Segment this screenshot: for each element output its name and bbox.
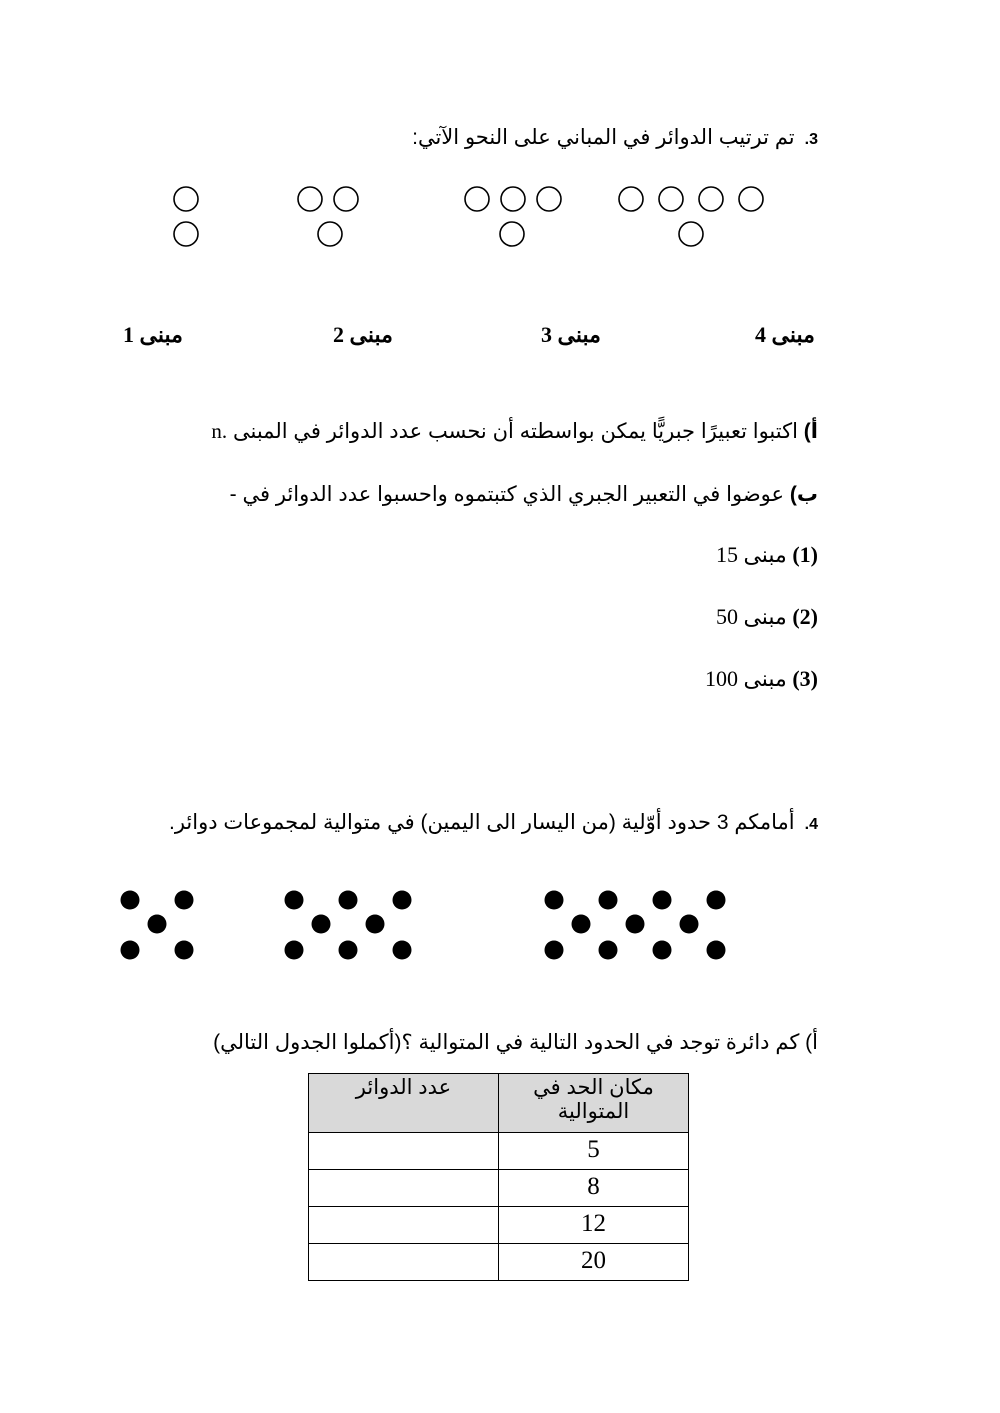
q4-part-a-text: كم دائرة توجد في الحدود التالية في المتوالية ؟(أكملوا الجدول التالي) bbox=[213, 1031, 800, 1054]
term-3-dot bbox=[599, 941, 618, 960]
building-3-bottom-circle bbox=[500, 222, 524, 246]
q3-part-a bbox=[211, 419, 818, 444]
q3-item-2 bbox=[716, 604, 818, 630]
building-4-top-circle bbox=[659, 187, 683, 211]
term-1-dot bbox=[175, 941, 194, 960]
term-3-dot bbox=[653, 941, 672, 960]
term-1-dot bbox=[175, 891, 194, 910]
building-1-label: مبنى 1 bbox=[123, 322, 183, 347]
q3-item-1-text: مبنى 15 bbox=[715, 542, 787, 567]
count-cell[interactable] bbox=[309, 1133, 499, 1170]
table-row bbox=[309, 1244, 689, 1281]
count-cell[interactable] bbox=[309, 1244, 499, 1281]
position-cell: 8 bbox=[499, 1170, 689, 1207]
q3-item-3 bbox=[705, 666, 818, 692]
q3-item-1-marker: (1) bbox=[792, 542, 818, 567]
q4-prompt-text: أمامكم 3 حدود أوّلية (من اليسار الى اليمين) في متوالية لمجموعات دوائر. bbox=[168, 811, 795, 834]
header-count: عدد الدوائر bbox=[309, 1074, 499, 1133]
q3-item-1 bbox=[716, 542, 818, 568]
count-cell[interactable] bbox=[309, 1207, 499, 1244]
q3-part-a-text: اكتبوا تعبيرًا جبريًّا يمكن بواسطته أن نحسب عدد الدوائر في المبنى bbox=[233, 420, 798, 443]
term-2-dot bbox=[339, 941, 358, 960]
q4-part-a bbox=[213, 1030, 818, 1055]
table-row bbox=[309, 1207, 689, 1244]
building-4-top-circle bbox=[739, 187, 763, 211]
q4-prompt bbox=[169, 810, 818, 835]
q3-item-3-marker: (3) bbox=[792, 666, 818, 691]
term-2-dot bbox=[285, 941, 304, 960]
term-3-dot bbox=[680, 915, 699, 934]
sequence-table bbox=[308, 1073, 689, 1281]
building-2-top-circle bbox=[298, 187, 322, 211]
term-3-dot bbox=[626, 915, 645, 934]
q4-part-a-marker: أ) bbox=[805, 1031, 818, 1054]
header-position: مكان الحد في المتوالية bbox=[499, 1074, 689, 1133]
term-3-dot bbox=[599, 891, 618, 910]
term-3-dot bbox=[545, 891, 564, 910]
q3-part-a-marker: أ) bbox=[803, 420, 818, 443]
count-cell[interactable] bbox=[309, 1170, 499, 1207]
building-4-label: مبنى 4 bbox=[755, 322, 815, 347]
term-1-dot bbox=[148, 915, 167, 934]
building-3-top-circle bbox=[465, 187, 489, 211]
position-cell: 12 bbox=[499, 1207, 689, 1244]
term-3-dot bbox=[572, 915, 591, 934]
term-1-dot bbox=[121, 941, 140, 960]
building-3-top-circle bbox=[537, 187, 561, 211]
term-3-dot bbox=[653, 891, 672, 910]
table-header-row bbox=[309, 1074, 689, 1133]
term-2-dot bbox=[285, 891, 304, 910]
building-4-top-circle bbox=[699, 187, 723, 211]
building-4-bottom-circle bbox=[679, 222, 703, 246]
q3-number: 3. bbox=[804, 131, 818, 148]
building-4-top-circle bbox=[619, 187, 643, 211]
building-2-bottom-circle bbox=[318, 222, 342, 246]
q3-item-2-marker: (2) bbox=[792, 604, 818, 629]
sequence-dots-figure bbox=[0, 880, 1000, 970]
q3-item-3-text: مبنى 100 bbox=[704, 666, 787, 691]
table-row bbox=[309, 1170, 689, 1207]
term-3-dot bbox=[545, 941, 564, 960]
q3-prompt-text: تم ترتيب الدوائر في المباني على النحو الآتي: bbox=[412, 126, 795, 149]
term-2-dot bbox=[393, 891, 412, 910]
q3-item-2-text: مبنى 50 bbox=[715, 604, 787, 629]
building-3-top-circle bbox=[501, 187, 525, 211]
building-1-bottom-circle bbox=[174, 222, 198, 246]
position-cell: 5 bbox=[499, 1133, 689, 1170]
term-2-dot bbox=[366, 915, 385, 934]
building-1-top-circle bbox=[174, 187, 198, 211]
position-cell: 20 bbox=[499, 1244, 689, 1281]
q4-number: 4. bbox=[804, 816, 818, 833]
q3-prompt bbox=[412, 125, 818, 150]
term-3-dot bbox=[707, 891, 726, 910]
q3-part-b bbox=[230, 482, 818, 507]
term-3-dot bbox=[707, 941, 726, 960]
q3-part-b-marker: ب) bbox=[789, 483, 818, 506]
building-2-top-circle bbox=[334, 187, 358, 211]
term-2-dot bbox=[312, 915, 331, 934]
building-2-label: مبنى 2 bbox=[333, 322, 393, 347]
q3-part-b-text: عوضوا في التعبير الجبري الذي كتبتموه واحسبوا عدد الدوائر في - bbox=[229, 483, 785, 506]
term-2-dot bbox=[339, 891, 358, 910]
building-3-label: مبنى 3 bbox=[541, 322, 601, 347]
q3-part-a-variable: n. bbox=[211, 419, 228, 443]
building-circles-figure bbox=[0, 170, 1000, 250]
table-row bbox=[309, 1133, 689, 1170]
term-1-dot bbox=[121, 891, 140, 910]
term-2-dot bbox=[393, 941, 412, 960]
